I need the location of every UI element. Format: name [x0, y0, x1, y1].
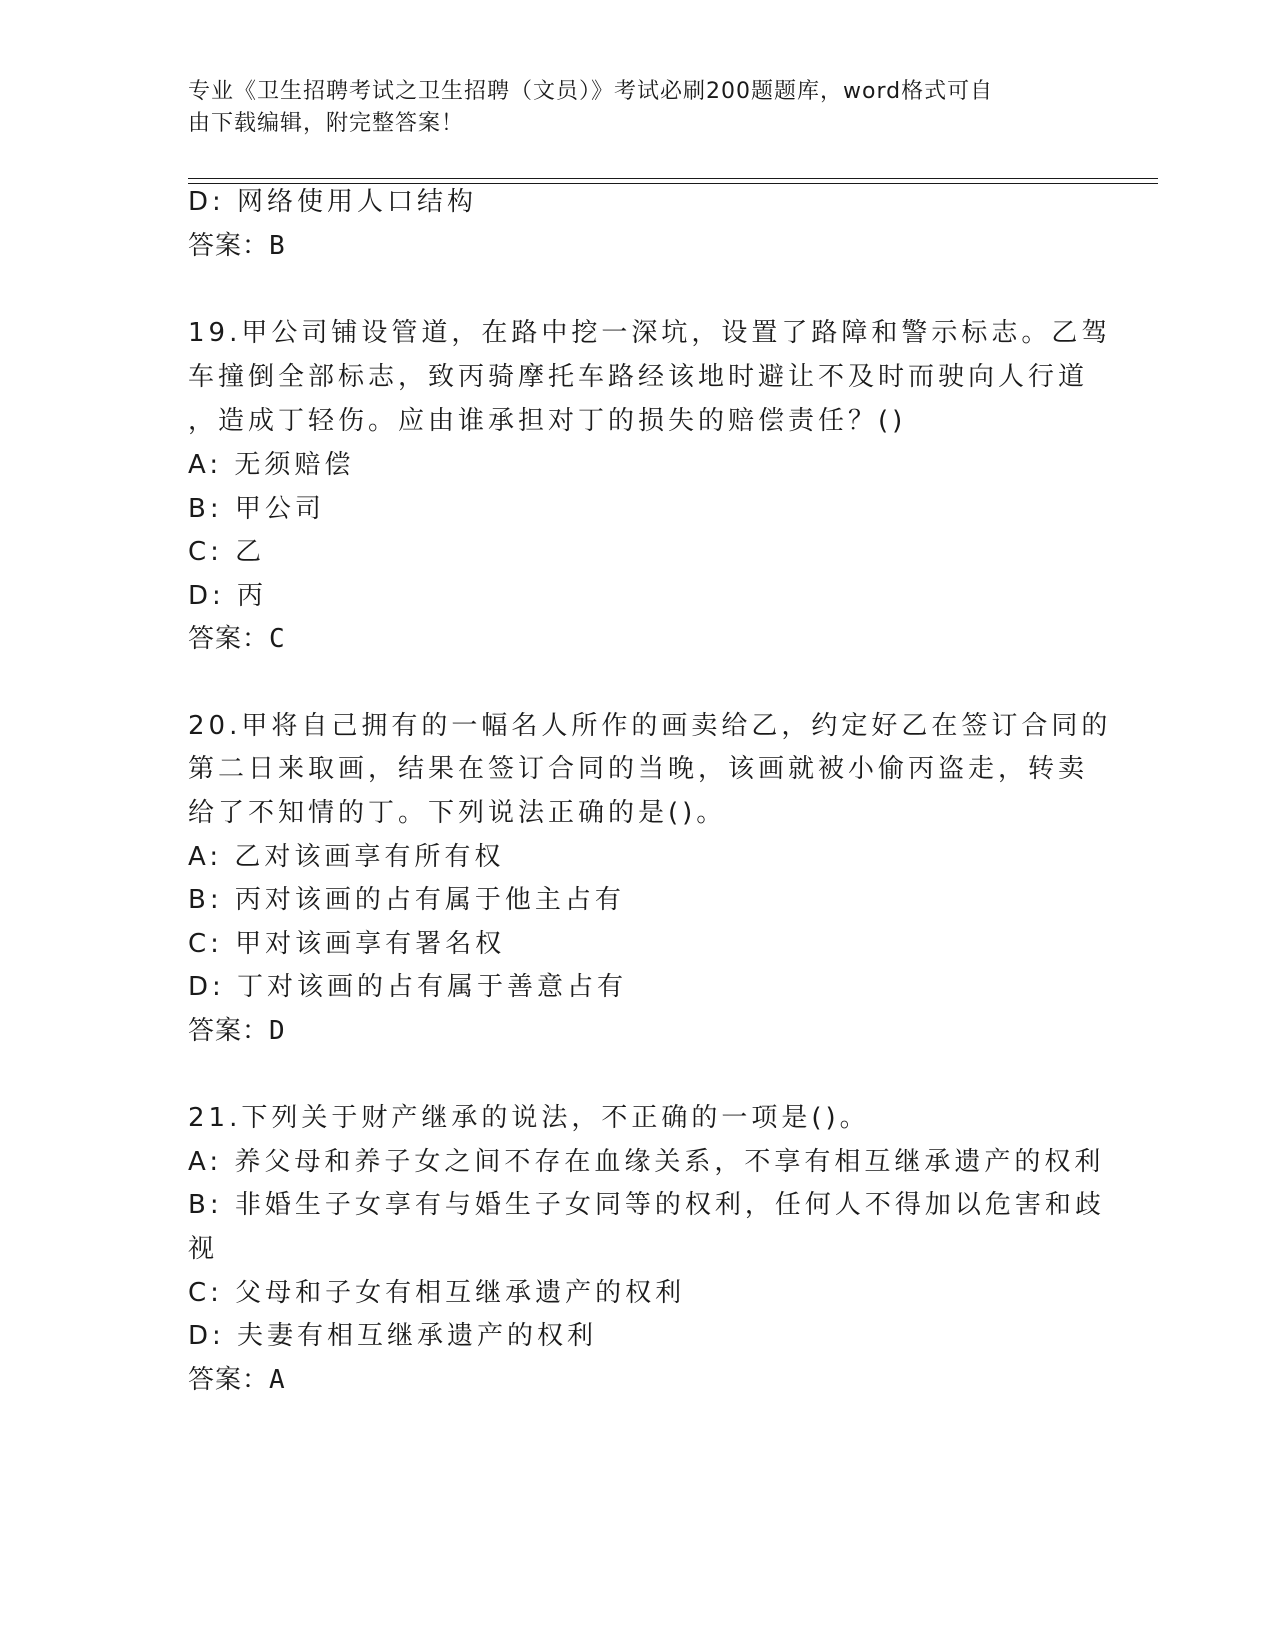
q21-option-c: C: 父母和子女有相互继承遗产的权利 — [188, 1278, 686, 1308]
q18-answer-label: 答案： — [188, 231, 270, 261]
q19-option-b: B: 甲公司 — [188, 494, 325, 524]
q20-answer-value: D — [269, 1016, 286, 1046]
q21-answer-label: 答案： — [188, 1365, 270, 1395]
q20-stem-line-1: 20.甲将自己拥有的一幅名人所作的画卖给乙，约定好乙在签订合同的 — [188, 711, 1112, 741]
header-divider-top — [188, 178, 1158, 179]
q20-stem-line-3: 给了不知情的丁。下列说法正确的是()。 — [188, 798, 727, 828]
q21-option-d: D: 夫妻有相互继承遗产的权利 — [188, 1321, 598, 1351]
q19-answer-value: C — [269, 624, 286, 654]
q21-stem-line-1: 21.下列关于财产继承的说法，不正确的一项是()。 — [188, 1103, 870, 1133]
q21-answer — [188, 1363, 286, 1397]
q20-option-d: D: 丁对该画的占有属于善意占有 — [188, 972, 628, 1002]
q19-stem-line-2: 车撞倒全部标志，致丙骑摩托车路经该地时避让不及时而驶向人行道 — [188, 362, 1089, 392]
header-line-2: 由下载编辑，附完整答案！ — [188, 111, 465, 136]
q18-answer — [188, 229, 286, 263]
q19-answer — [188, 622, 286, 656]
q21-option-b: B: 非婚生子女享有与婚生子女同等的权利，任何人不得加以危害和歧 — [188, 1190, 1105, 1220]
q20-answer-label: 答案： — [188, 1016, 270, 1046]
q18-option-d: D: 网络使用人口结构 — [188, 187, 478, 217]
q19-option-c: C: 乙 — [188, 537, 266, 567]
q19-answer-label: 答案： — [188, 624, 270, 654]
q19-option-a: A: 无须赔偿 — [188, 450, 355, 480]
q18-answer-value: B — [269, 231, 286, 261]
q19-stem-line-3: ，造成丁轻伤。应由谁承担对丁的损失的赔偿责任？() — [188, 406, 907, 436]
q21-option-a: A: 养父母和养子女之间不存在血缘关系，不享有相互继承遗产的权利 — [188, 1147, 1105, 1177]
q20-stem-line-2: 第二日来取画，结果在签订合同的当晚，该画就被小偷丙盗走，转卖 — [188, 754, 1089, 784]
q20-option-a: A: 乙对该画享有所有权 — [188, 842, 505, 872]
document-header — [188, 76, 1068, 140]
q20-answer — [188, 1014, 286, 1048]
q21-answer-value: A — [269, 1365, 286, 1395]
q21-option-b-continued: 视 — [188, 1234, 219, 1264]
q19-option-d: D: 丙 — [188, 581, 268, 611]
header-line-1: 专业《卫生招聘考试之卫生招聘（文员）》考试必刷200题题库，word格式可自 — [188, 79, 994, 104]
q20-option-b: B: 丙对该画的占有属于他主占有 — [188, 885, 625, 915]
header-divider-bottom — [188, 183, 1158, 184]
q19-stem-line-1: 19.甲公司铺设管道，在路中挖一深坑，设置了路障和警示标志。乙驾 — [188, 318, 1112, 348]
q20-option-c: C: 甲对该画享有署名权 — [188, 929, 506, 959]
